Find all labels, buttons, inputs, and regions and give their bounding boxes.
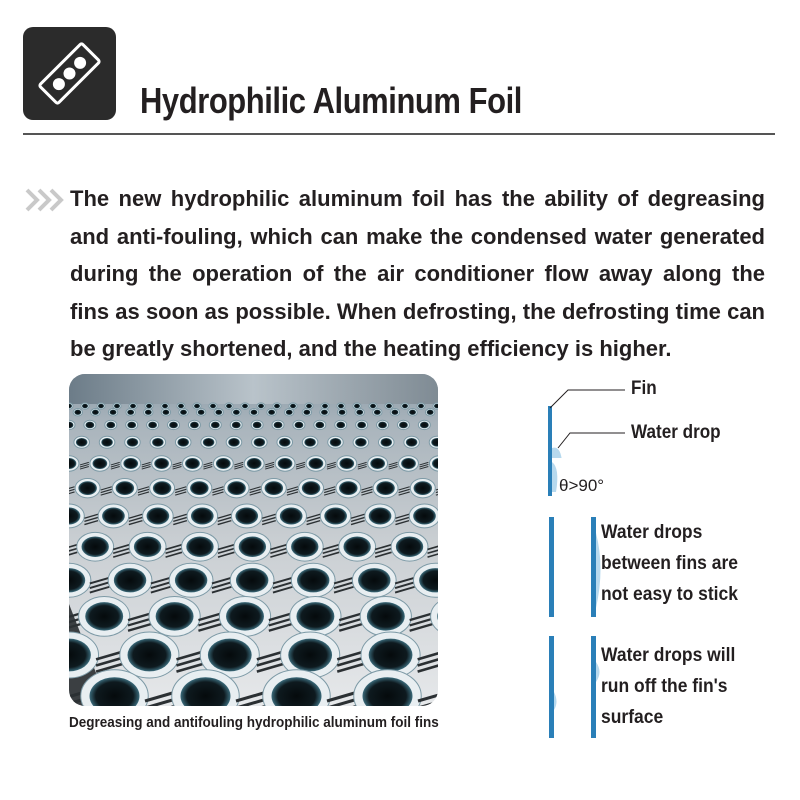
fin-hole [401, 458, 416, 469]
fin-hole [177, 438, 189, 447]
fin-hole [309, 458, 324, 469]
fin-hole [76, 438, 88, 447]
fin-hole [82, 404, 88, 409]
panel-2-line-1: Water drops will [601, 645, 736, 666]
drop-leader-line [558, 433, 625, 448]
fin-photo-illustration [69, 374, 438, 706]
chevrons-right-icon [25, 187, 67, 213]
fin-hole [114, 568, 146, 592]
fin-label: Fin [631, 378, 657, 399]
fin-hole [378, 422, 387, 429]
fin-hole [396, 536, 423, 557]
fin-hole [236, 568, 268, 592]
fin-hole [355, 438, 367, 447]
fin-hole [146, 404, 152, 409]
fin-hole [354, 404, 360, 409]
fin-hole [190, 481, 208, 495]
fin-hole [315, 422, 324, 429]
fin-hole [274, 422, 283, 429]
fin-hole [336, 422, 345, 429]
fin-hole [226, 602, 264, 630]
fin-hole [280, 507, 303, 524]
fin-hole [399, 422, 408, 429]
fin-hole [367, 602, 405, 630]
fin-hole [427, 410, 434, 415]
fin-hole [376, 481, 394, 495]
contact-angle-label: θ>90° [559, 476, 605, 495]
title-divider [23, 133, 775, 135]
fin-hole [324, 507, 347, 524]
fin-hole [420, 422, 429, 429]
fin-hole [210, 404, 216, 409]
fin-hole [93, 458, 108, 469]
fin-hole [216, 458, 231, 469]
fin-hole [162, 404, 168, 409]
fin-hole [386, 404, 392, 409]
fin-hole [152, 438, 164, 447]
fin-hole [232, 422, 241, 429]
fin-hole [134, 536, 161, 557]
fin-hole [370, 458, 385, 469]
intro-paragraph: The new hydrophilic aluminum foil has the ability of degreasing and anti-fouling, which can make the condensed water generated during the operation of the air conditioner flow away along the fins as soon as possible. When defrosting, the defrosting time can be greatly shortened, and the heating efficiency is higher. [70, 186, 765, 361]
fin-hole [198, 410, 205, 415]
fin-hole [294, 422, 303, 429]
panel-1-line-1: Water drops [601, 522, 703, 543]
fin-hole [302, 481, 320, 495]
fin-hole [406, 438, 418, 447]
fin-hole [343, 536, 370, 557]
fin-hole [110, 410, 117, 415]
water-drop-label: Water drop [631, 422, 721, 443]
fin-hole [128, 639, 172, 672]
fin-hole [92, 410, 99, 415]
panel-1-line-3: not easy to stick [601, 584, 738, 605]
fin-hole [127, 410, 134, 415]
fin-hole [180, 410, 187, 415]
fin-hole [78, 481, 96, 495]
fin-line [548, 406, 552, 458]
fin-hole [85, 602, 123, 630]
fin-hole [127, 422, 136, 429]
fin-hole [145, 410, 152, 415]
fin-hole [402, 404, 408, 409]
fin-hole [303, 410, 310, 415]
fin-plate-icon [23, 27, 116, 120]
fin-hole [235, 507, 258, 524]
fin-hole [381, 438, 393, 447]
fin-hole [369, 507, 392, 524]
fin-hole [227, 481, 245, 495]
fin-hole [130, 404, 136, 409]
fin-hole [191, 507, 214, 524]
fin-hole [114, 404, 120, 409]
fin-hole [169, 422, 178, 429]
fin-hole [265, 481, 283, 495]
fin-hole [274, 404, 280, 409]
fin-hole [101, 438, 113, 447]
fin-hole [268, 410, 275, 415]
fin-hole [339, 481, 357, 495]
fin-hole [330, 438, 342, 447]
fin-hole [253, 422, 262, 429]
fin-hole [82, 536, 109, 557]
fin-hole [279, 438, 291, 447]
fin-hole [211, 422, 220, 429]
page-title: Hydrophilic Aluminum Foil [140, 80, 522, 121]
fin-hole [175, 568, 207, 592]
fin-hole [409, 410, 416, 415]
fin-hole [288, 639, 332, 672]
fin-hole [85, 422, 94, 429]
fin-hole [278, 458, 293, 469]
fin-hole [123, 458, 138, 469]
fin-hole [374, 410, 381, 415]
fin-hole [233, 410, 240, 415]
fin-hole [321, 410, 328, 415]
panel-1-text [601, 517, 767, 610]
fin-hole [147, 507, 170, 524]
fin-hole [190, 422, 199, 429]
fin-hole [228, 438, 240, 447]
fin-hole [98, 404, 104, 409]
fin-hole [391, 410, 398, 415]
fin-hole [338, 404, 344, 409]
fin-hole [178, 404, 184, 409]
fin-hole [356, 410, 363, 415]
fin-hole [414, 481, 432, 495]
fin-hole [254, 438, 266, 447]
fin-hole [370, 404, 376, 409]
fin-hole [154, 458, 169, 469]
fin-hole [304, 438, 316, 447]
fin-hole [290, 404, 296, 409]
water-drop-shape [552, 448, 562, 458]
panel-2-line-2: run off the fin's [601, 676, 728, 697]
fin-hole [296, 602, 334, 630]
fin-hole [102, 507, 125, 524]
fin-hole [247, 458, 262, 469]
fin-photo [69, 374, 438, 706]
fin-hole [358, 568, 390, 592]
fin-hole [369, 639, 413, 672]
photo-caption: Degreasing and antifouling hydrophilic aluminum foil fins [69, 714, 439, 731]
panel-1-line-2: between fins are [601, 553, 738, 574]
fin-hole [357, 422, 366, 429]
fin-hole [185, 458, 200, 469]
fin-lower-segment [544, 458, 564, 498]
fin-hole [208, 639, 252, 672]
fin-hole [203, 438, 215, 447]
fin-hole [127, 438, 139, 447]
fin-hole [106, 422, 115, 429]
fin-hole [148, 422, 157, 429]
fin-hole [239, 536, 266, 557]
panel-2-text [601, 640, 767, 733]
fin-hole [322, 404, 328, 409]
fin-hole [226, 404, 232, 409]
fin-hole [242, 404, 248, 409]
fin-hole [74, 410, 81, 415]
fin-hole [258, 404, 264, 409]
fin-leader-line [550, 390, 625, 408]
fin-hole [153, 481, 171, 495]
fin-hole [215, 410, 222, 415]
fin-hole [306, 404, 312, 409]
fin-hole [413, 507, 436, 524]
contact-angle-diagram [540, 378, 795, 458]
fin-hole [162, 410, 169, 415]
panel-2-line-3: surface [601, 707, 664, 728]
fin-hole [286, 410, 293, 415]
fin-hole [194, 404, 200, 409]
fin-hole [251, 410, 258, 415]
fin-hole [156, 602, 194, 630]
fin-hole [339, 458, 354, 469]
logo [23, 27, 116, 120]
fin-hole [291, 536, 318, 557]
fin-hole [116, 481, 134, 495]
fin-hole [297, 568, 329, 592]
fin-hole [418, 404, 424, 409]
fin-hole [339, 410, 346, 415]
fin-hole [186, 536, 213, 557]
